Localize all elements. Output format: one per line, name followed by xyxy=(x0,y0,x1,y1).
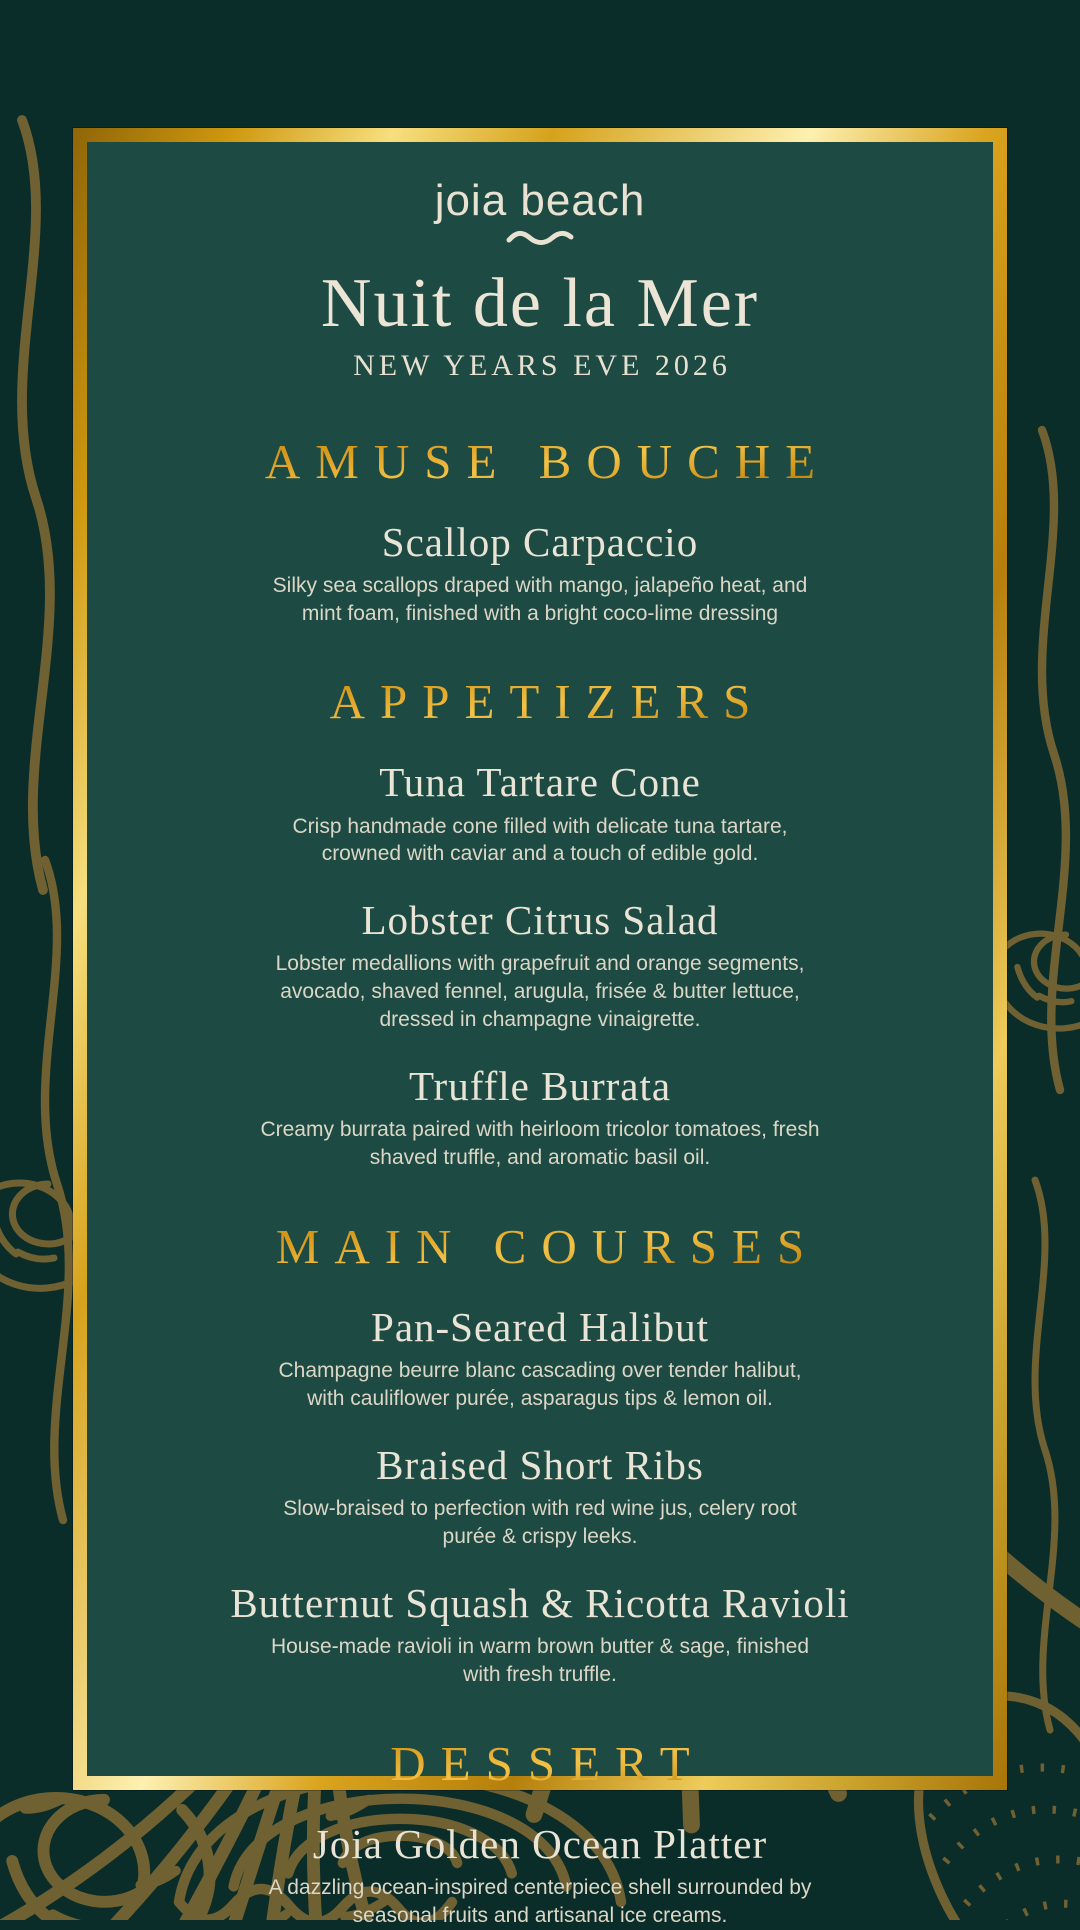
dish-description: Crisp handmade cone filled with delicate tuna tartare, crowned with caviar and a touch of edible gold. xyxy=(292,814,788,866)
dish-name: Tuna Tartare Cone xyxy=(379,759,701,806)
dish-name: Truffle Burrata xyxy=(408,1063,672,1110)
section-title-dessert: DESSERT xyxy=(87,1735,993,1792)
dish-joia-golden-ocean-platter xyxy=(87,1822,993,1930)
dish-butternut-squash-ricotta-ravioli xyxy=(87,1581,993,1689)
dish-description: Lobster medallions with grapefruit and orange segments, avocado, shaved fennel, arugula, frisée & butter lettuce, dressed in champagne vinaigrette. xyxy=(275,952,805,1032)
section-title-appetizers: APPETIZERS xyxy=(87,673,993,730)
dish-name: Butternut Squash & Ricotta Ravioli xyxy=(230,1580,850,1627)
menu-subtitle: NEW YEARS EVE 2026 xyxy=(353,348,731,382)
dish-tuna-tartare-cone xyxy=(87,760,993,868)
dish-description: Slow-braised to perfection with red wine jus, celery root purée & crispy leeks. xyxy=(283,1497,797,1549)
dish-description: Silky sea scallops draped with mango, jalapeño heat, and mint foam, finished with a bright coco-lime dressing xyxy=(272,573,808,625)
wave-icon xyxy=(87,228,993,253)
gold-frame xyxy=(73,128,1007,1927)
dish-name: Lobster Citrus Salad xyxy=(361,897,719,944)
dish-description: House-made ravioli in warm brown butter & sage, finished with fresh truffle. xyxy=(270,1635,810,1687)
dish-name: Joia Golden Ocean Platter xyxy=(312,1820,768,1867)
menu-title: Nuit de la Mer xyxy=(320,265,760,342)
dish-braised-short-ribs xyxy=(87,1443,993,1551)
dish-name: Pan-Seared Halibut xyxy=(371,1304,709,1351)
menu-panel xyxy=(87,142,993,1927)
section-title-main-courses: MAIN COURSES xyxy=(87,1218,993,1275)
dish-pan-seared-halibut xyxy=(87,1305,993,1413)
section-title-amuse-bouche: AMUSE BOUCHE xyxy=(87,433,993,490)
dish-lobster-citrus-salad xyxy=(87,898,993,1034)
dish-name: Scallop Carpaccio xyxy=(381,518,699,565)
dish-name: Braised Short Ribs xyxy=(376,1442,704,1489)
dish-scallop-carpaccio xyxy=(87,520,993,628)
brand-logo: joia beach xyxy=(434,176,646,225)
dish-description: Champagne beurre blanc cascading over tender halibut, with cauliflower purée, asparagus tips & lemon oil. xyxy=(278,1359,802,1411)
dish-description: A dazzling ocean-inspired centerpiece shell surrounded by seasonal fruits and artisanal ice creams. xyxy=(268,1876,812,1927)
dish-description: Creamy burrata paired with heirloom tricolor tomatoes, fresh shaved truffle, and aromatic basil oil. xyxy=(260,1118,820,1170)
dish-truffle-burrata xyxy=(87,1064,993,1172)
